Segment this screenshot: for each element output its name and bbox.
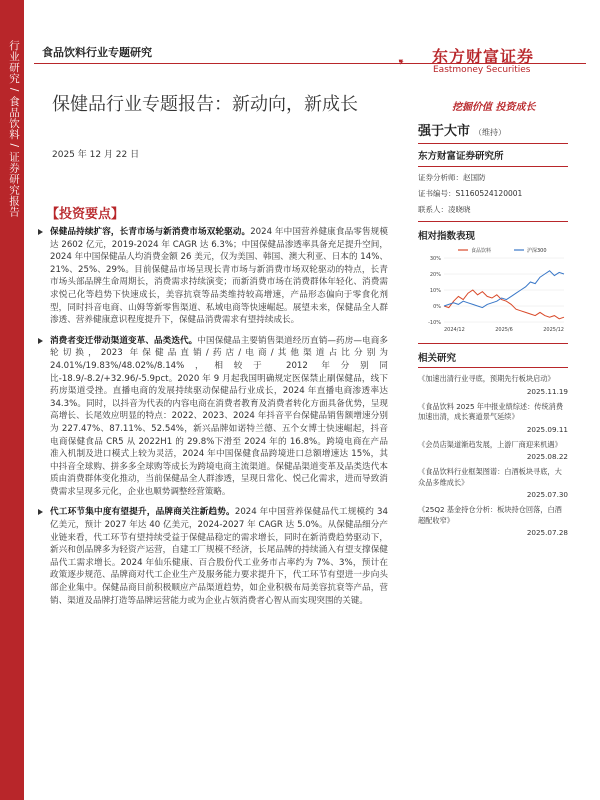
related-report-link[interactable]: 《加速出清行业寻底，预期先行板块启动》 (418, 374, 555, 383)
x-tick-label: 2025/6 (495, 327, 513, 333)
related-title: 相关研究 (418, 353, 457, 364)
contact-row (418, 202, 568, 218)
paragraph-lead: 保健品持续扩容，长青市场与新消费市场双轮驱动。 (50, 227, 251, 237)
divider (418, 143, 568, 144)
related-report-link[interactable]: 《25Q2 基金持仓分析：板块持仓回落，白酒超配收窄》 (418, 505, 562, 525)
related-report-link[interactable]: 《会员店渠道渐趋发展，上游厂商迎来机遇》 (418, 439, 562, 449)
related-report-link[interactable]: 《食品饮料 2025 年中报业绩综述：传统消费加速出清，成长赛道景气延续》 (418, 401, 564, 421)
paragraph-text: 2024 年中国营养健康食品零售规模达 2602 亿元，2019-2024 年 CAGR 达 6.3%；中国保健品渗透率具备充足提升空间，2024 年中国保健品人均消费金额 26 美元，仅为美国、韩国、澳大利亚、日本的 14%、21%、25%、29%。目前保健品市场呈现长青市场与新消费市场双轮驱动的特点，长青市场头部品牌生命周期长，消费需求持续演变；而新消费市场在消费群体年轻化、消费需求悦己化等趋势下快速成长，美容抗衰等品类维持较高增速，产品形态偏向于零食化剂型，同时抖音电商、山姆等新零售渠道、私域电商等快速崛起。展望未来，保健品全人群渗透、营养健康意识程度提升下，保健品消费需求有望持续成长。 (50, 227, 388, 326)
y-tick-label: 20% (429, 272, 441, 278)
paragraph-text: 2024 年中国营养保健品代工规模约 34 亿美元，预计 2027 年达 40 亿美元，2024-2027 年 CAGR 达 5.0%。从保健品细分产业链来看，代工环节有望持续受益于保健品稳定的需求增长，同时在新消费趋势驱动下，新兴和创品牌多为轻资产运营，自建工厂规模不经济，长尾品牌的持续涌入有望支撑保健品代工需求增长。2024 年仙乐健康、百合股份代工业务市占率约为 7%、3%，预计在政策逐步规范、品牌商对代工企业生产及服务能力要求提升下，代工环节有望进一步向头部企业集中。保健品商目前积极顺应产品渠道趋势，如企业积极布局美容抗衰等产品，营销、渠道及品牌打造等品牌运营能力或为企业占领消费者心智从而实现突围的关键。 (50, 507, 388, 606)
series-line-沪深300 (444, 271, 564, 308)
analyst-name: 赵国防 (463, 173, 486, 182)
paragraph-lead: 代工环节集中度有望提升，品牌商关注新趋势。 (50, 507, 235, 518)
y-tick-label: 30% (429, 256, 441, 262)
report-date: 2025 年 12 月 22 日 (52, 150, 140, 160)
cert-number: S1160524120001 (455, 189, 523, 198)
y-tick-label: 0% (433, 304, 441, 310)
x-tick-label: 2025/12 (543, 327, 564, 333)
summary-paragraph (38, 335, 388, 499)
contact-label: 联系人： (418, 205, 448, 214)
rating (418, 120, 568, 139)
chart-title: 相对指数表现 (418, 231, 476, 242)
summary-paragraph (38, 506, 388, 607)
institution-name: 东方财富证券研究所 (418, 151, 504, 162)
side-band (0, 0, 24, 800)
divider (418, 343, 568, 344)
bullet-triangle-icon (38, 229, 43, 235)
related-report-link[interactable]: 《食品饮料行业框架图谱：白酒板块寻底，大众品多维成长》 (418, 467, 562, 487)
series-line-食品饮料 (444, 290, 564, 319)
brand-slogan: 挖掘价值 投资成长 (452, 102, 536, 113)
brand-name-en: Eastmoney Securities (433, 65, 531, 75)
cert-label: 证书编号： (418, 189, 456, 198)
logo-mark-shape (399, 60, 404, 65)
x-tick-label: 2024/12 (444, 327, 465, 333)
section-label (46, 203, 124, 222)
contact-name: 凌晓晓 (448, 205, 471, 214)
related-report-date: 2025.07.28 (526, 528, 568, 537)
side-category-text: 行业研究 / 食品饮料 / 证券研究报告 (8, 40, 20, 218)
paragraph-text: 中国保健品主要销售渠道经历直销—药房—电商多轮切换，2023 年保健品直销/药店/电商/其他渠道占比分别为 24.01%/19.83%/48.02%/8.14%，相较于 2012 年分别同比-18.9/-8.2/+32.96/-5.9pct。2020 年 9 月起我国明确规定医保禁止刷保健品，线下药房渠道受挫。直播电商的发展持续驱动保健品行业成长，2024 年直播电商渗透率达 34.3%。同时，以抖音为代表的内容电商在消费者教育及消费者转化方面具备优势，呈现高增长、长尾效应明显的特点：2022、2023、2024 年抖音平台保健品销售额增速分别为 227.47%、87.11%、52.54%，新兴品牌如诺特兰德、五个女博士快速崛起，抖音电商保健食品 CR5 从 2022H1 的 29.8%下滑至 2024 年的 16.8%。跨境电商在产品准入机制及进口模式上较为灵活，2024 年中国保健食品跨境进口总额增速达 15%，其中抖音全球购、拼多多全球购等成长为跨境电商主流渠道。保健品渠道变革及品类迭代本质由消费群体变化推动，当前保健品全人群渗透，呈现日常化、悦己化需求，进而导致消费需求呈现多元化，企业也顺势调整经营策略。 (50, 335, 388, 497)
related-report-date: 2025.08.22 (526, 452, 568, 461)
rating-value: 强于大市 (418, 124, 471, 139)
bracket-left: 【 (46, 207, 60, 222)
related-report-date: 2025.11.19 (526, 386, 568, 396)
y-tick-label: 10% (429, 288, 441, 294)
paragraph-lead: 消费者变迁带动渠道变革、品类迭代。 (50, 335, 198, 346)
related-report-date: 2025.09.11 (526, 424, 568, 434)
summary-paragraph (38, 226, 388, 327)
brand-name-cn: 东方财富证券 (432, 47, 535, 66)
legend-label: 食品饮料 (471, 248, 492, 254)
divider (418, 367, 568, 368)
divider (418, 166, 568, 167)
analyst-label: 证券分析师： (418, 173, 463, 182)
bracket-right: 】 (111, 207, 125, 222)
summary-column (38, 226, 388, 615)
analyst-row (418, 170, 568, 186)
y-tick-label: -10% (428, 320, 441, 326)
related-report-date: 2025.07.30 (526, 490, 568, 499)
relative-index-chart (418, 244, 568, 336)
rating-note: （维持） (474, 128, 507, 137)
bullet-triangle-icon (38, 509, 43, 515)
brand-logo-mark (398, 44, 430, 80)
sidebar-panel (418, 120, 568, 537)
section-label-text: 投资要点 (59, 207, 112, 222)
cert-row (418, 186, 568, 202)
report-title: 保健品行业专题报告：新动向，新成长 (52, 94, 358, 115)
legend-label: 沪深300 (527, 248, 547, 254)
bullet-triangle-icon (38, 338, 43, 344)
related-list (418, 374, 568, 537)
report-type: 食品饮料行业专题研究 (42, 46, 152, 59)
divider (418, 221, 568, 222)
